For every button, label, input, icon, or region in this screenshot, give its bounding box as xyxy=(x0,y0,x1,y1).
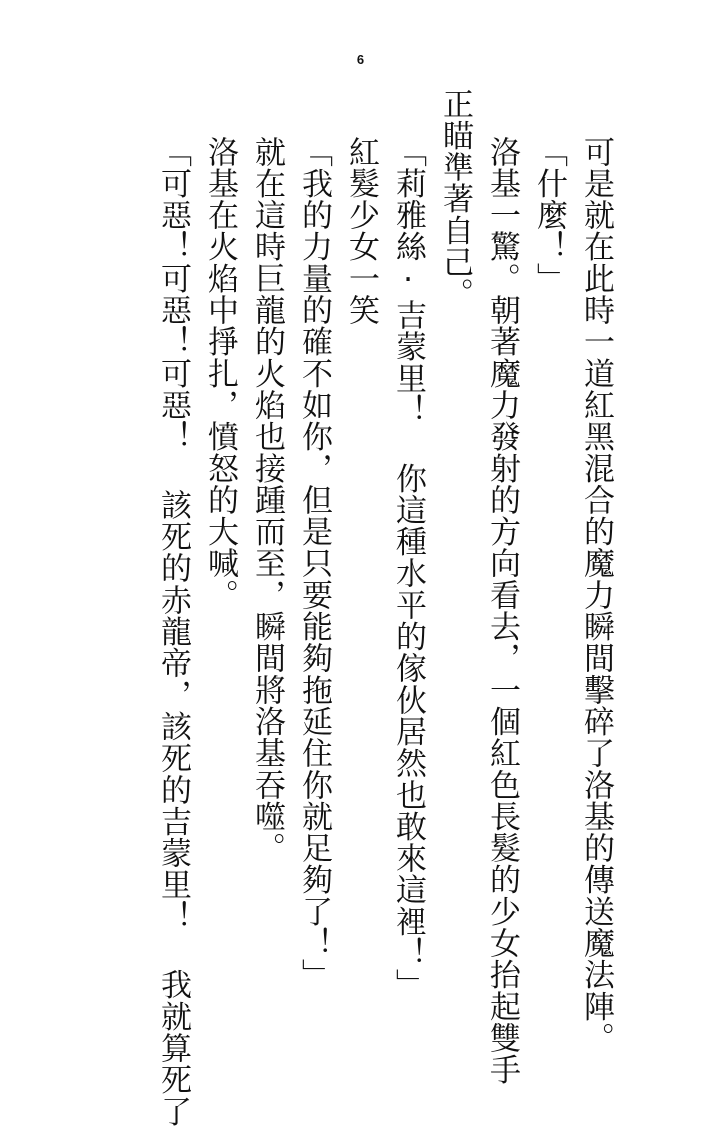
page-number: 6 xyxy=(356,52,365,67)
text-column-5: 「莉雅絲‧吉蒙里！ 你這種水平的傢伙居然也敢來這裡！」 xyxy=(390,136,426,1001)
text-column-4: 正瞄準著自己。 xyxy=(437,88,473,310)
text-column-1: 可是就在此時一道紅黑混合的魔力瞬間擊碎了洛基的傳送魔法陣。 xyxy=(578,136,614,1054)
text-column-10: 「可惡！可惡！可惡！ 該死的赤龍帝，該死的吉蒙里！ 我就算死了 xyxy=(155,136,191,1127)
text-column-7: 「我的力量的確不如你，但是只要能夠拖延住你就足夠了！」 xyxy=(296,136,332,991)
text-column-8: 就在這時巨龍的火焰也接踵而至，瞬間將洛基吞噬。 xyxy=(249,136,285,864)
text-column-6: 紅髮少女一笑 xyxy=(343,136,379,326)
text-column-2: 「什麼！」 xyxy=(531,136,567,295)
text-column-9: 洛基在火焰中掙扎，憤怒的大喊。 xyxy=(202,136,238,611)
text-column-3: 洛基一驚。朝著魔力發射的方向看去，一個紅色長髮的少女抬起雙手 xyxy=(484,136,520,1086)
